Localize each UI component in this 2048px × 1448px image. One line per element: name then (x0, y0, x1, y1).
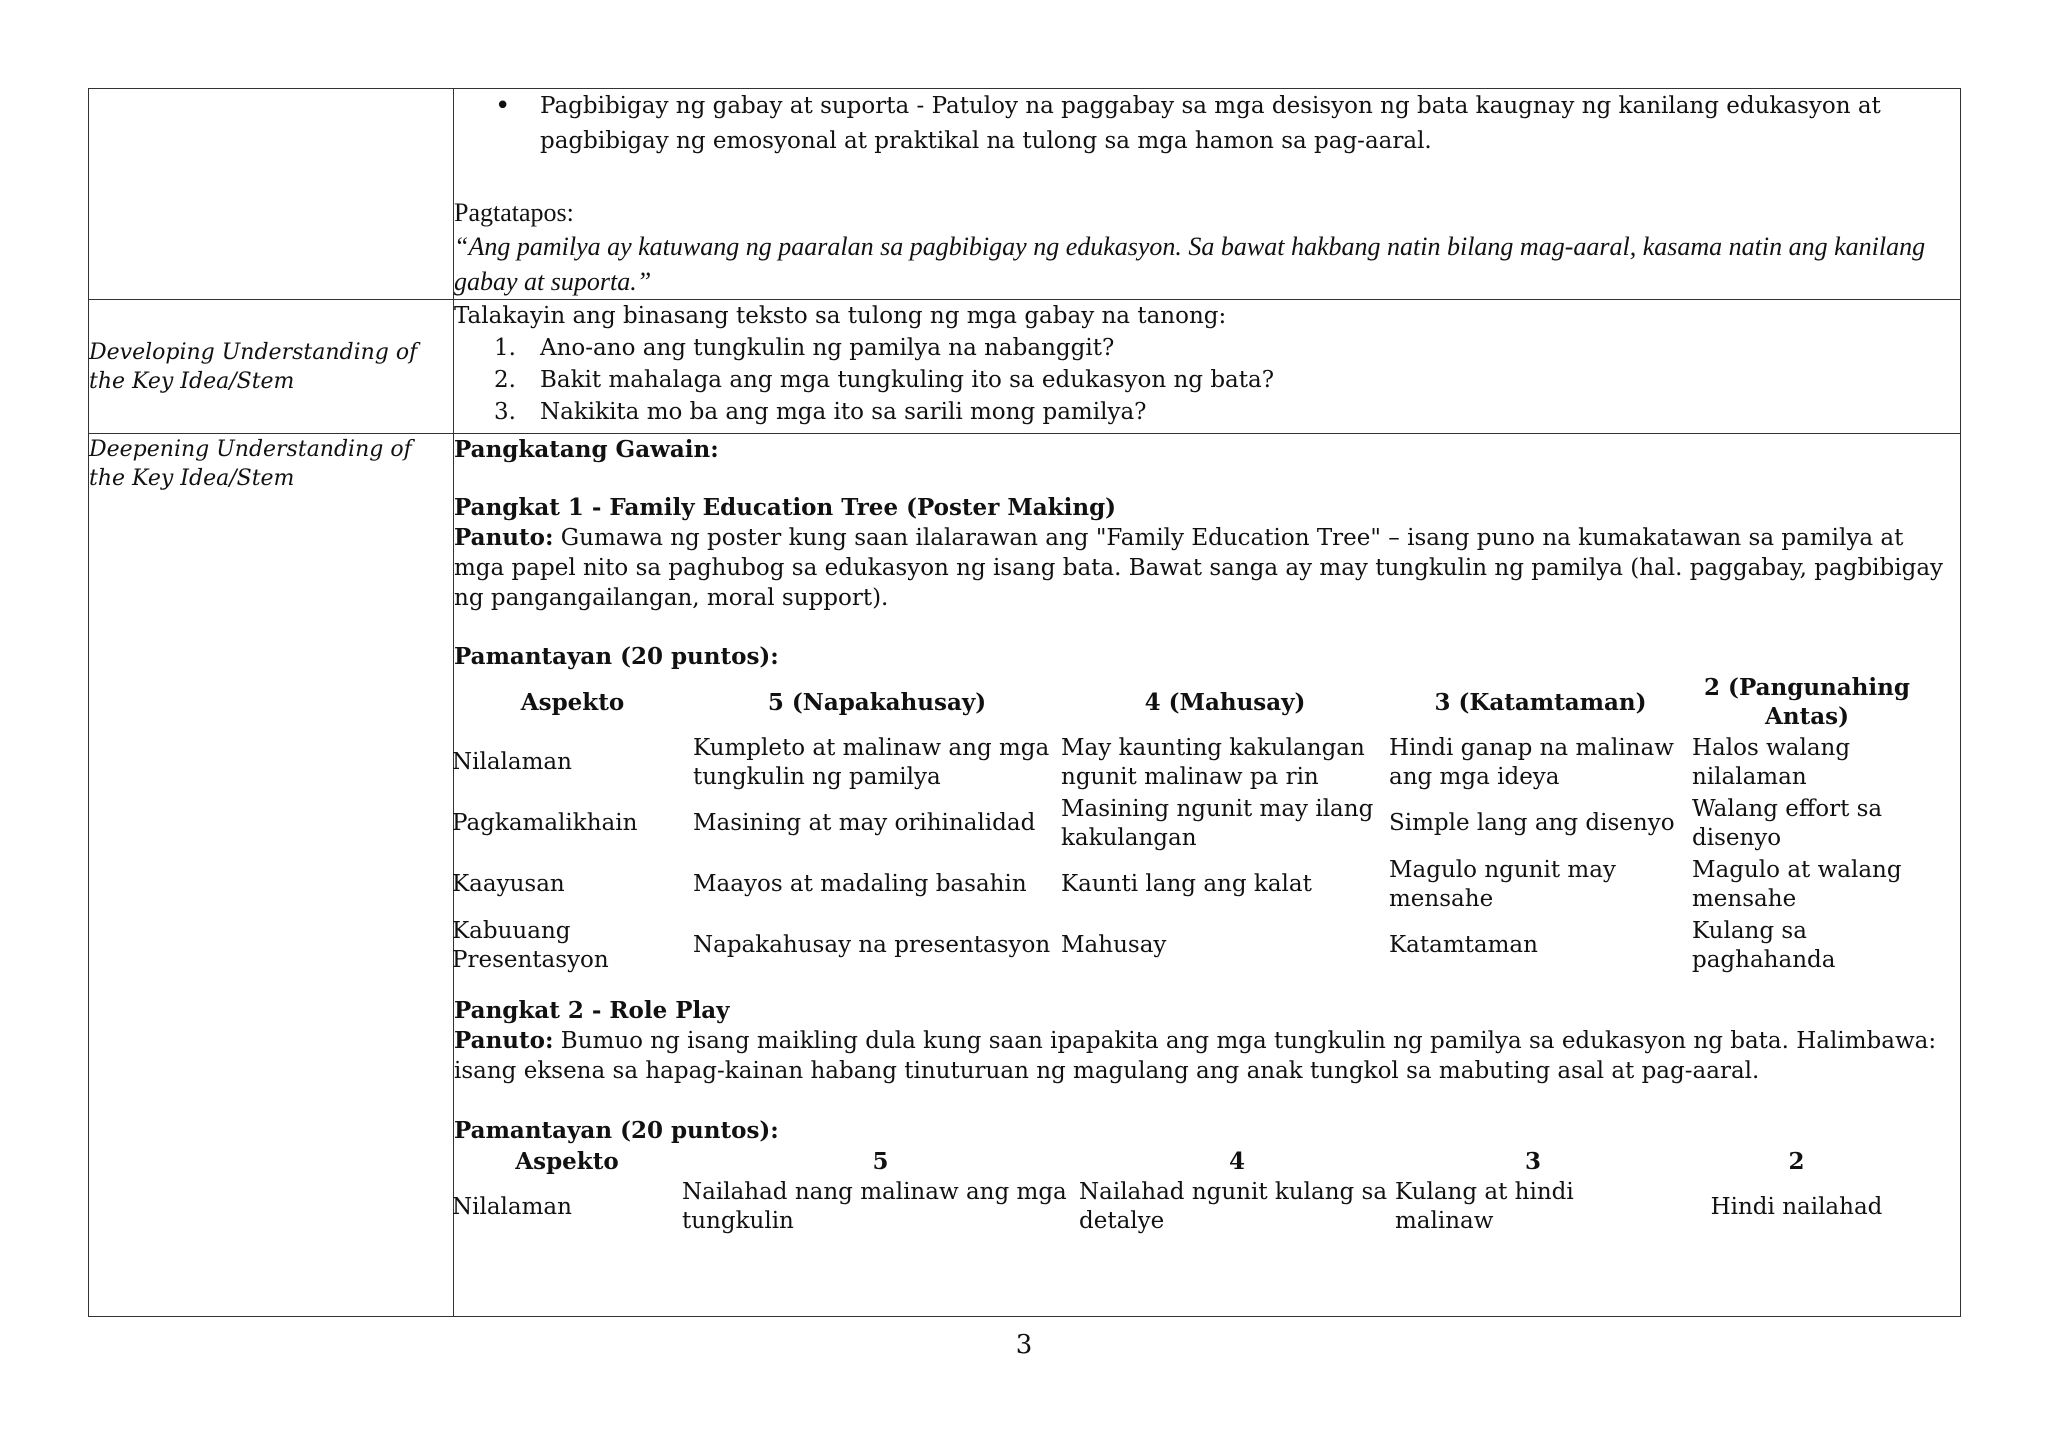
rubric-cell: Mahusay (1061, 932, 1167, 958)
rubric-cell: Masining at may orihinalidad (693, 810, 1036, 836)
question-number: 2. (494, 367, 516, 393)
rubric-header-cell: Aspekto (520, 688, 625, 716)
group2-title: Pangkat 2 - Role Play (454, 997, 730, 1024)
question-text: Ano-ano ang tungkulin ng pamilya na nabanggit? (540, 335, 1115, 361)
row-developing (89, 300, 1961, 434)
question-number: 3. (494, 399, 516, 425)
question-item (454, 364, 1960, 396)
rubric-cell: Simple lang ang disenyo (1389, 810, 1675, 836)
page-number: 3 (1015, 1330, 1033, 1360)
group1-instructions-label: Panuto: (454, 524, 554, 551)
rubric-cell: Walang effort sa disenyo (1692, 795, 1883, 851)
rubric-header-cell: 5 (872, 1147, 889, 1175)
row-closing-content (454, 89, 1961, 300)
deepening-label: Deepening Understanding of the Key Idea/Stem (89, 437, 412, 491)
question-text: Bakit mahalaga ang mga tungkuling ito sa edukasyon ng bata? (540, 367, 1275, 393)
rubric-row (452, 915, 1922, 976)
rubric-header-cell: 4 (Mahusay) (1144, 688, 1306, 716)
rubric-cell: Nilalaman (452, 749, 572, 775)
row-developing-content (454, 300, 1961, 434)
rubric-cell: Hindi ganap na malinaw ang mga ideya (1389, 734, 1674, 790)
rubric-header-cell: Aspekto (515, 1147, 619, 1175)
question-number: 1. (494, 335, 516, 361)
rubric-cell: Kulang sa paghahanda (1692, 917, 1836, 973)
bullet-icon: • (495, 91, 511, 121)
lesson-plan-table (88, 88, 1961, 1317)
rubric-header-cell: 2 (Pangunahing Antas) (1704, 674, 1910, 730)
bullet-item (454, 89, 1960, 159)
rubric-cell: Nailahad nang malinaw ang mga tungkulin (682, 1179, 1067, 1234)
rubric-cell: Maayos at madaling basahin (693, 871, 1027, 897)
conclusion-quote: “Ang pamilya ay katuwang ng paaralan sa pagbibigay ng edukasyon. Sa bawat hakbang natin bilang mag-aaral, kasama natin ang kanilang gabay at suporta.” (454, 232, 1926, 296)
rubric-cell: Pagkamalikhain (452, 810, 638, 836)
row-developing-label-cell (89, 300, 454, 434)
row-closing-label-cell (89, 89, 454, 300)
rubric-header-row (452, 672, 1922, 732)
question-text: Nakikita mo ba ang mga ito sa sarili mong pamilya? (540, 399, 1147, 425)
rubric-header-cell: 5 (Napakahusay) (767, 688, 987, 716)
group2-rubric-table (452, 1146, 1922, 1238)
rubric-cell: Magulo ngunit may mensahe (1389, 856, 1616, 912)
developing-label: Developing Understanding of the Key Idea/Stem (89, 339, 418, 394)
rubric-cell: Magulo at walang mensahe (1692, 856, 1902, 912)
group2-instructions-text: Bumuo ng isang maikling dula kung saan ipapakita ang mga tungkulin ng pamilya sa edukasyon ng bata. Halimbawa: isang eksena sa hapag-kainan habang tinuturuan ng magulang ang anak tungkol sa mabuting asal at pag-aaral. (454, 1028, 1937, 1084)
rubric-header-cell: 3 (1524, 1147, 1541, 1175)
group2-criteria-title: Pamantayan (20 puntos): (454, 1117, 779, 1144)
rubric-cell: Kumpleto at malinaw ang mga tungkulin ng pamilya (693, 734, 1050, 790)
rubric-header-cell: 3 (Katamtaman) (1434, 688, 1647, 716)
rubric-cell: Napakahusay na presentasyon (693, 932, 1051, 958)
rubric-cell: May kaunting kakulangan ngunit malinaw pa rin (1061, 734, 1365, 790)
rubric-cell: Halos walang nilalaman (1692, 734, 1851, 790)
row-deepening-content (454, 434, 1961, 1317)
conclusion-label: Pagtatapos: (454, 198, 574, 227)
rubric-row (452, 1176, 1922, 1238)
guide-questions-list (454, 332, 1960, 428)
row-closing (89, 89, 1961, 300)
rubric-cell: Katamtaman (1389, 932, 1538, 958)
rubric-cell: Kulang at hindi malinaw (1395, 1179, 1574, 1234)
rubric-header-cell: 2 (1788, 1147, 1805, 1175)
question-item (454, 396, 1960, 428)
rubric-header-cell: 4 (1228, 1147, 1245, 1175)
group1-criteria-title: Pamantayan (20 puntos): (454, 643, 779, 670)
group1-instructions-text: Gumawa ng poster kung saan ilalarawan ang "Family Education Tree" – isang puno na kumakatawan sa pamilya at mga papel nito sa paghubog sa edukasyon ng isang bata. Bawat sanga ay may tungkulin ng pamilya (hal. paggabay, pagbibigay ng pangangailangan, moral support). (454, 525, 1944, 611)
rubric-cell: Masining ngunit may ilang kakulangan (1061, 795, 1374, 851)
rubric-cell: Kaunti lang ang kalat (1061, 871, 1312, 897)
row-deepening-label-cell (89, 434, 454, 1317)
rubric-cell: Nilalaman (452, 1193, 572, 1220)
rubric-header-row (452, 1146, 1922, 1176)
group2-instructions-label: Panuto: (454, 1027, 554, 1054)
group1-instructions (454, 523, 1960, 613)
rubric-cell: Nailahad ngunit kulang sa detalye (1079, 1179, 1388, 1234)
rubric-row (452, 793, 1922, 854)
discussion-intro: Talakayin ang binasang teksto sa tulong ng mga gabay na tanong: (454, 303, 1227, 329)
question-item (454, 332, 1960, 364)
group1-title: Pangkat 1 - Family Education Tree (Poster Making) (454, 494, 1117, 521)
rubric-row (452, 854, 1922, 915)
group1-rubric-table (452, 672, 1922, 976)
row-deepening (89, 434, 1961, 1317)
rubric-cell: Kaayusan (452, 871, 565, 897)
group2-instructions (454, 1026, 1960, 1086)
rubric-row (452, 732, 1922, 793)
support-bullet-list (454, 89, 1960, 159)
rubric-cell: Hindi nailahad (1710, 1193, 1883, 1220)
rubric-cell: Kabuuang Presentasyon (452, 917, 609, 973)
activity-title: Pangkatang Gawain: (454, 436, 719, 463)
bullet-text: Pagbibigay ng gabay at suporta - Patuloy na paggabay sa mga desisyon ng bata kaugnay ng kanilang edukasyon at pagbibigay ng emosyonal at praktikal na tulong sa mga hamon sa pag-aaral. (540, 93, 1881, 154)
